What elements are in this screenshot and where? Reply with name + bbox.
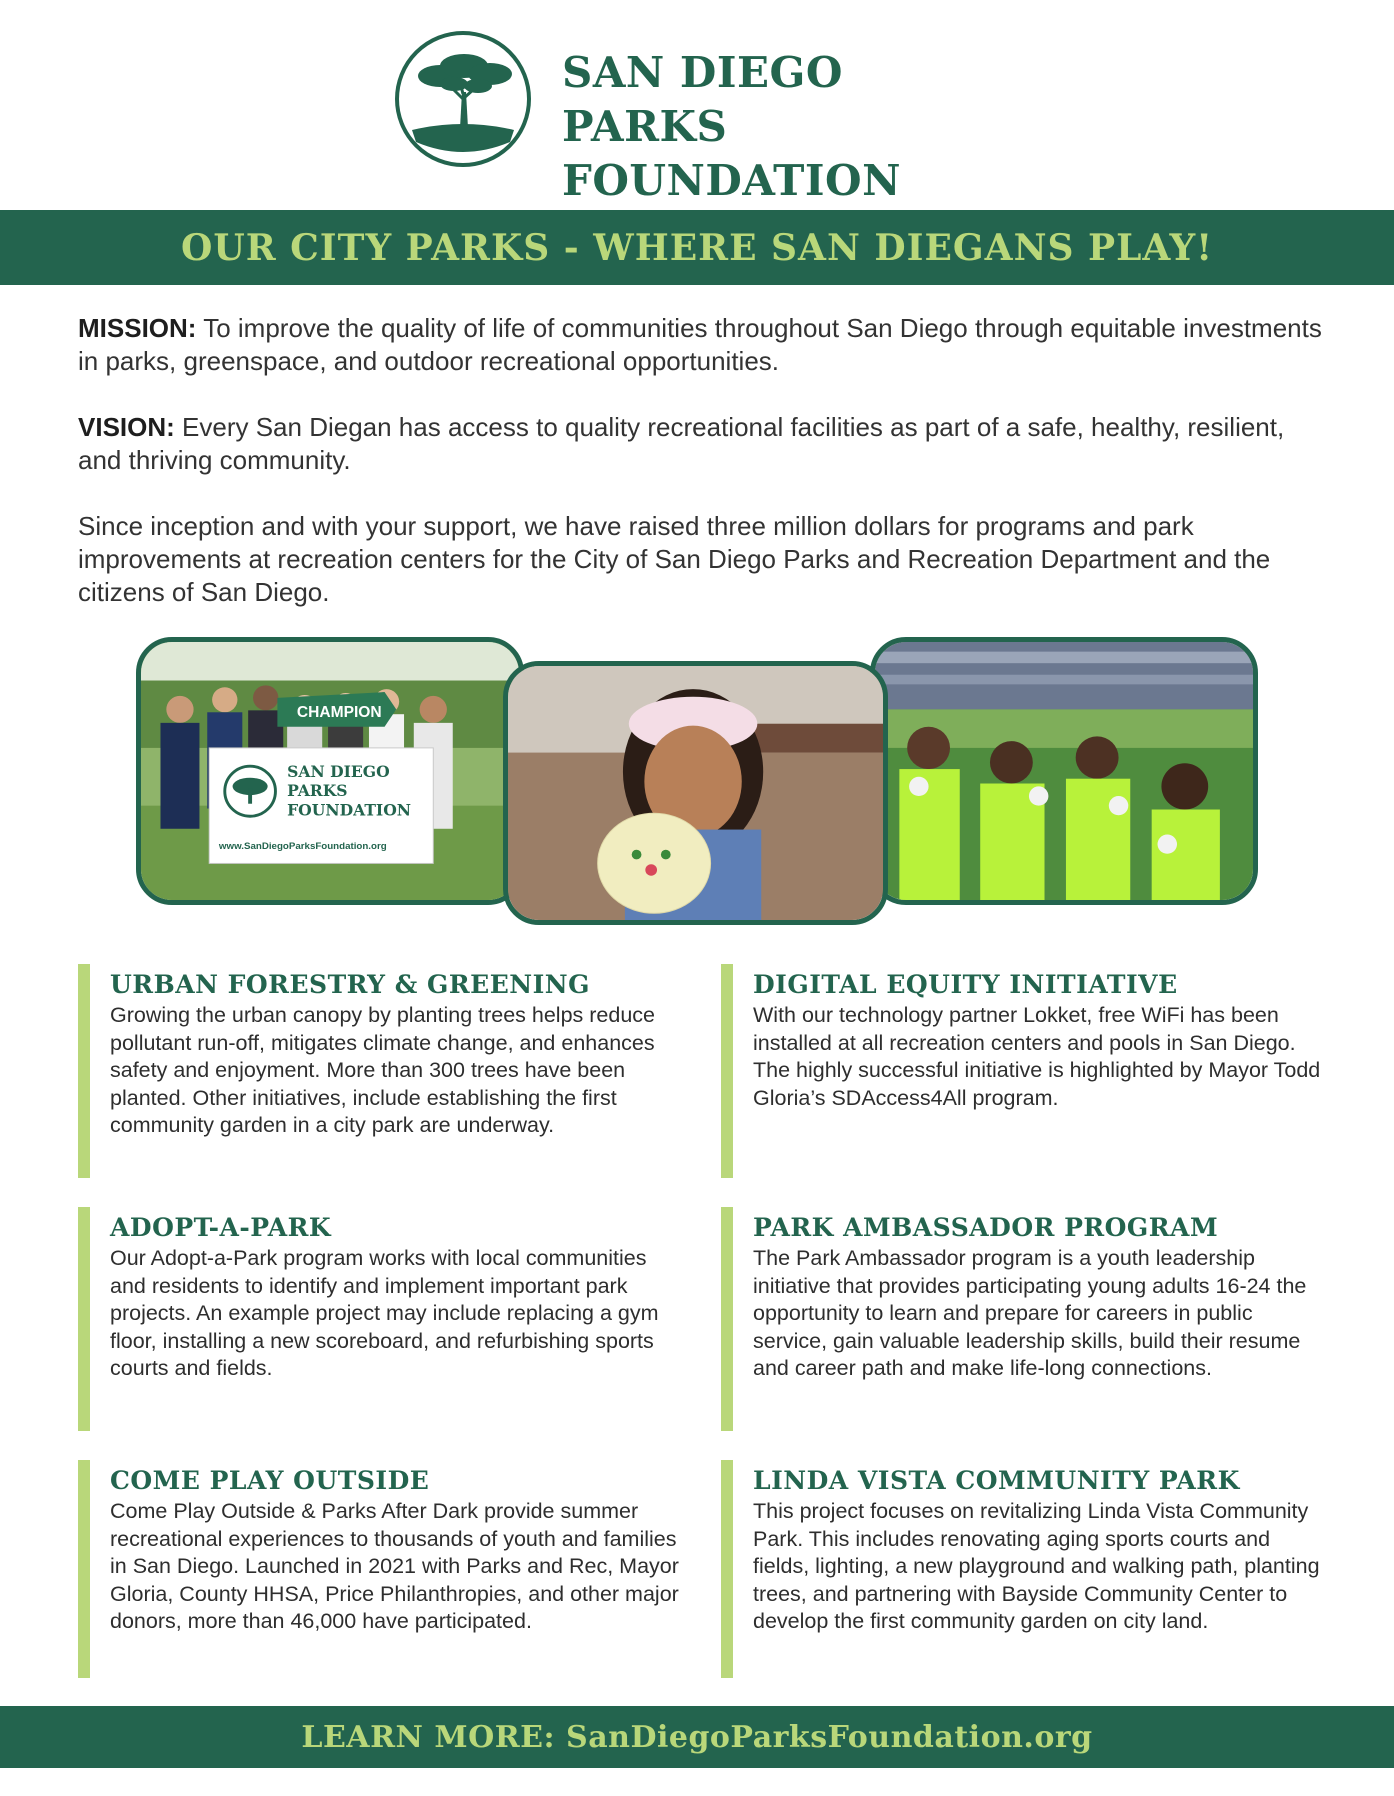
- accent-bar: [78, 964, 90, 1178]
- champion-sign: CHAMPION: [296, 704, 382, 722]
- mission-paragraph: [78, 312, 1328, 378]
- photo-stadium-kids: [870, 637, 1258, 905]
- program-title: ADOPT-A-PARK: [110, 1213, 332, 1242]
- accent-bar: [721, 1460, 733, 1678]
- learn-more-link[interactable]: LEARN MORE: SanDiegoParksFoundation.org: [301, 1719, 1093, 1755]
- vision-label: VISION:: [78, 412, 175, 442]
- program-body: The Park Ambassador program is a youth leadership initiative that provides participating young adults 16-24 the opportunity to learn and prepare for careers in public service, gain valuable leadership skills, build their resume and career path and make life-long connections.: [753, 1246, 1307, 1380]
- photo-banner-url: www.SanDiegoParksFoundation.org: [218, 841, 387, 852]
- program-title: LINDA VISTA COMMUNITY PARK: [753, 1466, 1240, 1495]
- org-name: [562, 46, 994, 208]
- program-title: DIGITAL EQUITY INITIATIVE: [753, 970, 1178, 999]
- vision-text: Every San Diegan has access to quality recreational facilities as part of a safe, healthy, resilient, and thriving community.: [78, 412, 1285, 475]
- program-body: Growing the urban canopy by planting trees helps reduce pollutant run-off, mitigates climate change, and enhances safety and enjoyment. More than 300 trees have been planted. Other initiatives, include establishing the first community garden in a city park are underway.: [110, 1003, 656, 1137]
- program-urban-forestry: [78, 964, 688, 1178]
- banner-title: OUR CITY PARKS - WHERE SAN DIEGANS PLAY!: [180, 226, 1214, 269]
- photo-girl-drawing: [503, 661, 888, 925]
- photo-banner-line2: PARKS: [287, 781, 348, 801]
- support-paragraph: Since inception and with your support, we have raised three million dollars for programs and park improvements at recreation centers for the City of San Diego Parks and Recreation Department and the citizens of San Diego.: [78, 511, 1271, 607]
- program-title: URBAN FORESTRY & GREENING: [110, 970, 590, 999]
- program-body: Come Play Outside & Parks After Dark provide summer recreational experiences to thousands of youth and families in San Diego. Launched in 2021 with Parks and Rec, Mayor Gloria, County HHSA, Price Philanthropies, and other major donors, more than 46,000 have participated.: [110, 1499, 679, 1633]
- program-come-play-outside: [78, 1460, 688, 1678]
- tree-icon: [394, 30, 532, 168]
- program-linda-vista: [721, 1460, 1331, 1678]
- footer-banner: [0, 1706, 1394, 1768]
- title-banner: [0, 210, 1394, 285]
- org-name-line2: FOUNDATION: [562, 156, 902, 205]
- program-title: COME PLAY OUTSIDE: [110, 1466, 430, 1495]
- program-park-ambassador: [721, 1207, 1331, 1431]
- program-body: Our Adopt-a-Park program works with local communities and residents to identify and implement important park projects. An example project may include replacing a gym floor, installing a new scoreboard, and refurbishing sports courts and fields.: [110, 1246, 659, 1380]
- program-title: PARK AMBASSADOR PROGRAM: [753, 1213, 1219, 1242]
- vision-paragraph: [78, 411, 1328, 477]
- org-name-line1: SAN DIEGO PARKS: [562, 48, 843, 151]
- program-digital-equity: [721, 964, 1331, 1178]
- program-adopt-a-park: [78, 1207, 688, 1431]
- accent-bar: [721, 964, 733, 1178]
- header-logo: [394, 30, 994, 205]
- mission-label: MISSION:: [78, 313, 197, 343]
- accent-bar: [721, 1207, 733, 1431]
- photo-banner-line3: FOUNDATION: [287, 800, 412, 820]
- program-body: With our technology partner Lokket, free WiFi has been installed at all recreation centers and pools in San Diego. The highly successful initiative is highlighted by Mayor Todd Gloria’s SDAccess4All program.: [753, 1003, 1321, 1110]
- mission-text: To improve the quality of life of communities throughout San Diego through equitable investments in parks, greenspace, and outdoor recreational opportunities.: [78, 313, 1322, 376]
- photo-banner-line1: SAN DIEGO: [287, 761, 390, 781]
- photo-group-banner: [136, 637, 524, 905]
- accent-bar: [78, 1207, 90, 1431]
- program-body: This project focuses on revitalizing Linda Vista Community Park. This includes renovating aging sports courts and fields, lighting, a new playground and walking path, planting trees, and partnering with Bayside Community Center to develop the first community garden on city land.: [753, 1499, 1320, 1633]
- accent-bar: [78, 1460, 90, 1678]
